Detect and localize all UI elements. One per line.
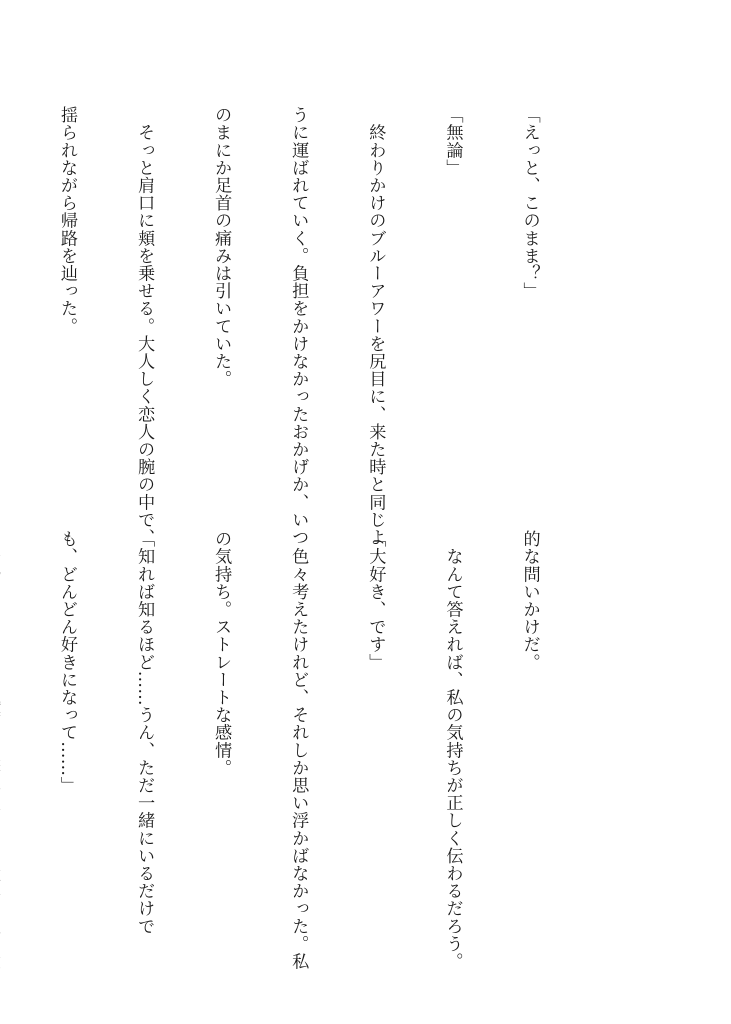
text-line: 「無論」 (442, 106, 463, 177)
text-line: も、どんどん好きになって……」 (56, 530, 77, 794)
text-line: なんて答えれば、私の気持ちが正しく伝わるだろう。 (442, 530, 463, 970)
text-line: 終わりかけのブルーアワーを尻目に、来た時と同じよ (365, 106, 386, 546)
text-line: のまにか足首の痛みは引いていた。 (211, 106, 232, 388)
blank-line (0, 106, 2, 516)
text-line (0, 530, 2, 940)
bottom-text-block (0, 530, 593, 970)
text-line: 的な問いかけだ。 (519, 530, 540, 671)
text-line: 色々考えたけれど、それしか思い浮かばなかった。私 (288, 530, 309, 970)
text-line: 揺られながら帰路を辿った。 (56, 106, 77, 335)
top-text-block (0, 106, 593, 546)
text-line: うに運ばれていく。負担をかけなかったおかげか、いつ (288, 106, 309, 546)
text-line: 「知れば知るほど……うん、ただ一緒にいるだけで (134, 530, 155, 935)
text-line: 「大好き、です」 (365, 530, 386, 671)
text-line: そっと肩口に頬を乗せる。大人しく恋人の腕の中で、 (134, 106, 155, 546)
text-line: 「えっと、このまま？」 (519, 106, 540, 300)
text-line: の気持ち。ストレートな感情。 (211, 530, 232, 777)
